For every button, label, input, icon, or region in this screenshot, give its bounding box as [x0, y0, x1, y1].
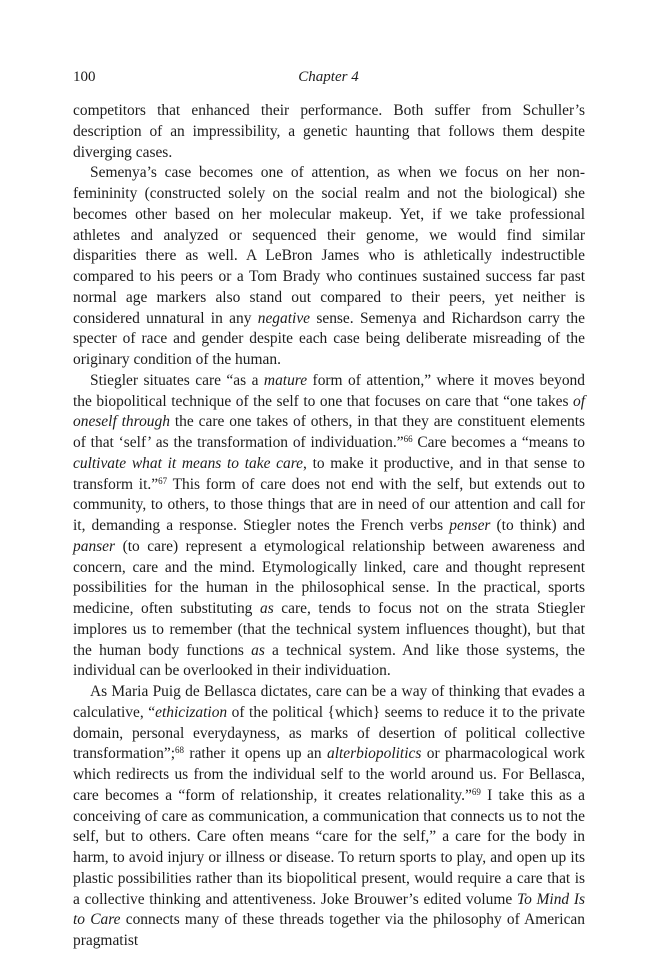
emphasis: as	[259, 600, 274, 617]
emphasis: alterbiopolitics	[327, 745, 422, 763]
running-head: Chapter 4	[298, 69, 359, 85]
text-run: As Maria Puig de Bellasca dictates, care can be a way of thinking that evades a calculative, “	[73, 683, 585, 721]
text-run: rather it opens up an	[184, 745, 327, 763]
emphasis: as	[251, 641, 265, 659]
text-run: a technical system. And like those systems, the individual can be overlooked in their individuation.	[73, 641, 585, 680]
text-run: I take this as a conceiving of care as communication, a communication that connects us to not the self, but to others. Care often means “care for the self,” a care for the body in harm, to avoid injury or illness or disease. To return sports to play, and open up its plastic possibilities rather than its biopolitical present, would require a care that is a collective thinking and attentiveness. Joke Brouwer’s edited volume	[73, 786, 585, 908]
page-number: 100	[73, 69, 96, 85]
text-run: of the political {which} seems to reduce it to the private domain, personal everydayness, as marks of desertion of political collective transformation”;	[73, 703, 585, 763]
text-run: Semenya’s case becomes one of attention, as when we focus on her non-femininity (constructed solely on the social realm and not the biological) she becomes other based on her molecular makeup. Yet, if we take professional athletes and analyzed or sequenced their genome, we would find similar disparities there as well. A LeBron James who is athletically indestructible compared to his peers or a Tom Brady who continues sustained success far past normal age markers also stand out compared to their peers, yet neither is considered unnatural in any	[73, 164, 585, 327]
text-run: care, tends to focus not on the strata Stiegler implores us to remember (that the technical system influences thought), but that the human body functions	[73, 600, 585, 659]
emphasis: cultivate what it means to take care	[73, 454, 303, 472]
emphasis: mature	[263, 371, 308, 389]
paragraph	[73, 101, 585, 163]
footnote-ref: 68	[175, 745, 185, 756]
text-run: Care becomes a “means to	[412, 434, 585, 451]
footnote-ref: 66	[403, 434, 413, 444]
text-run: , to make it productive, and in that sense to transform it.”	[73, 454, 585, 493]
emphasis: negative	[257, 309, 311, 327]
text-run: connects many of these threads together via the philosophy of American pragmatist	[73, 911, 585, 949]
body-text	[73, 101, 585, 952]
paragraph	[73, 371, 585, 682]
paragraph	[73, 682, 585, 952]
text-run: (to care) represent a etymological relationship between awareness and concern, care and the mind. Etymologically linked, care and thought represent possibilities for the human in the philosophical sense. In the practical, sports medicine, often substituting	[73, 537, 585, 617]
text-run: competitors that enhanced their performance. Both suffer from Schuller’s description of an impressibility, a genetic haunting that follows them despite diverging cases.	[73, 102, 585, 161]
text-run: or pharmacological work which redirects us from the individual self to the world around us. For Bellasca, care becomes a “form of relationship, it creates relationality.”	[73, 745, 585, 804]
emphasis: penser	[449, 517, 491, 534]
text-run: Stiegler situates care “as a	[90, 371, 264, 389]
paragraph	[73, 163, 585, 371]
emphasis: To Mind Is to Care	[73, 890, 586, 929]
text-run: (to think) and	[490, 517, 585, 534]
emphasis: panser	[73, 537, 116, 555]
page-header	[73, 66, 584, 88]
text-run: the care one takes of others, in that they are constituent elements of that ‘self’ as the transformation of individuation.”	[73, 413, 585, 451]
text-run: form of attention,” where it moves beyond the biopolitical technique of the self to one that focuses on care that “one takes	[73, 371, 585, 410]
text-run: This form of care does not end with the self, but extends out to community, to others, to those things that are in need of our attention and call for it, demanding a response. Stiegler notes the French verbs	[73, 475, 585, 534]
text-run: sense. Semenya and Richardson carry the specter of race and gender despite each case being deliberate misreading of the originary condition of the human.	[73, 309, 585, 368]
footnote-ref: 69	[471, 786, 481, 797]
emphasis: ethicization	[155, 703, 228, 721]
footnote-ref: 67	[158, 475, 168, 486]
emphasis: of oneself through	[73, 392, 585, 431]
